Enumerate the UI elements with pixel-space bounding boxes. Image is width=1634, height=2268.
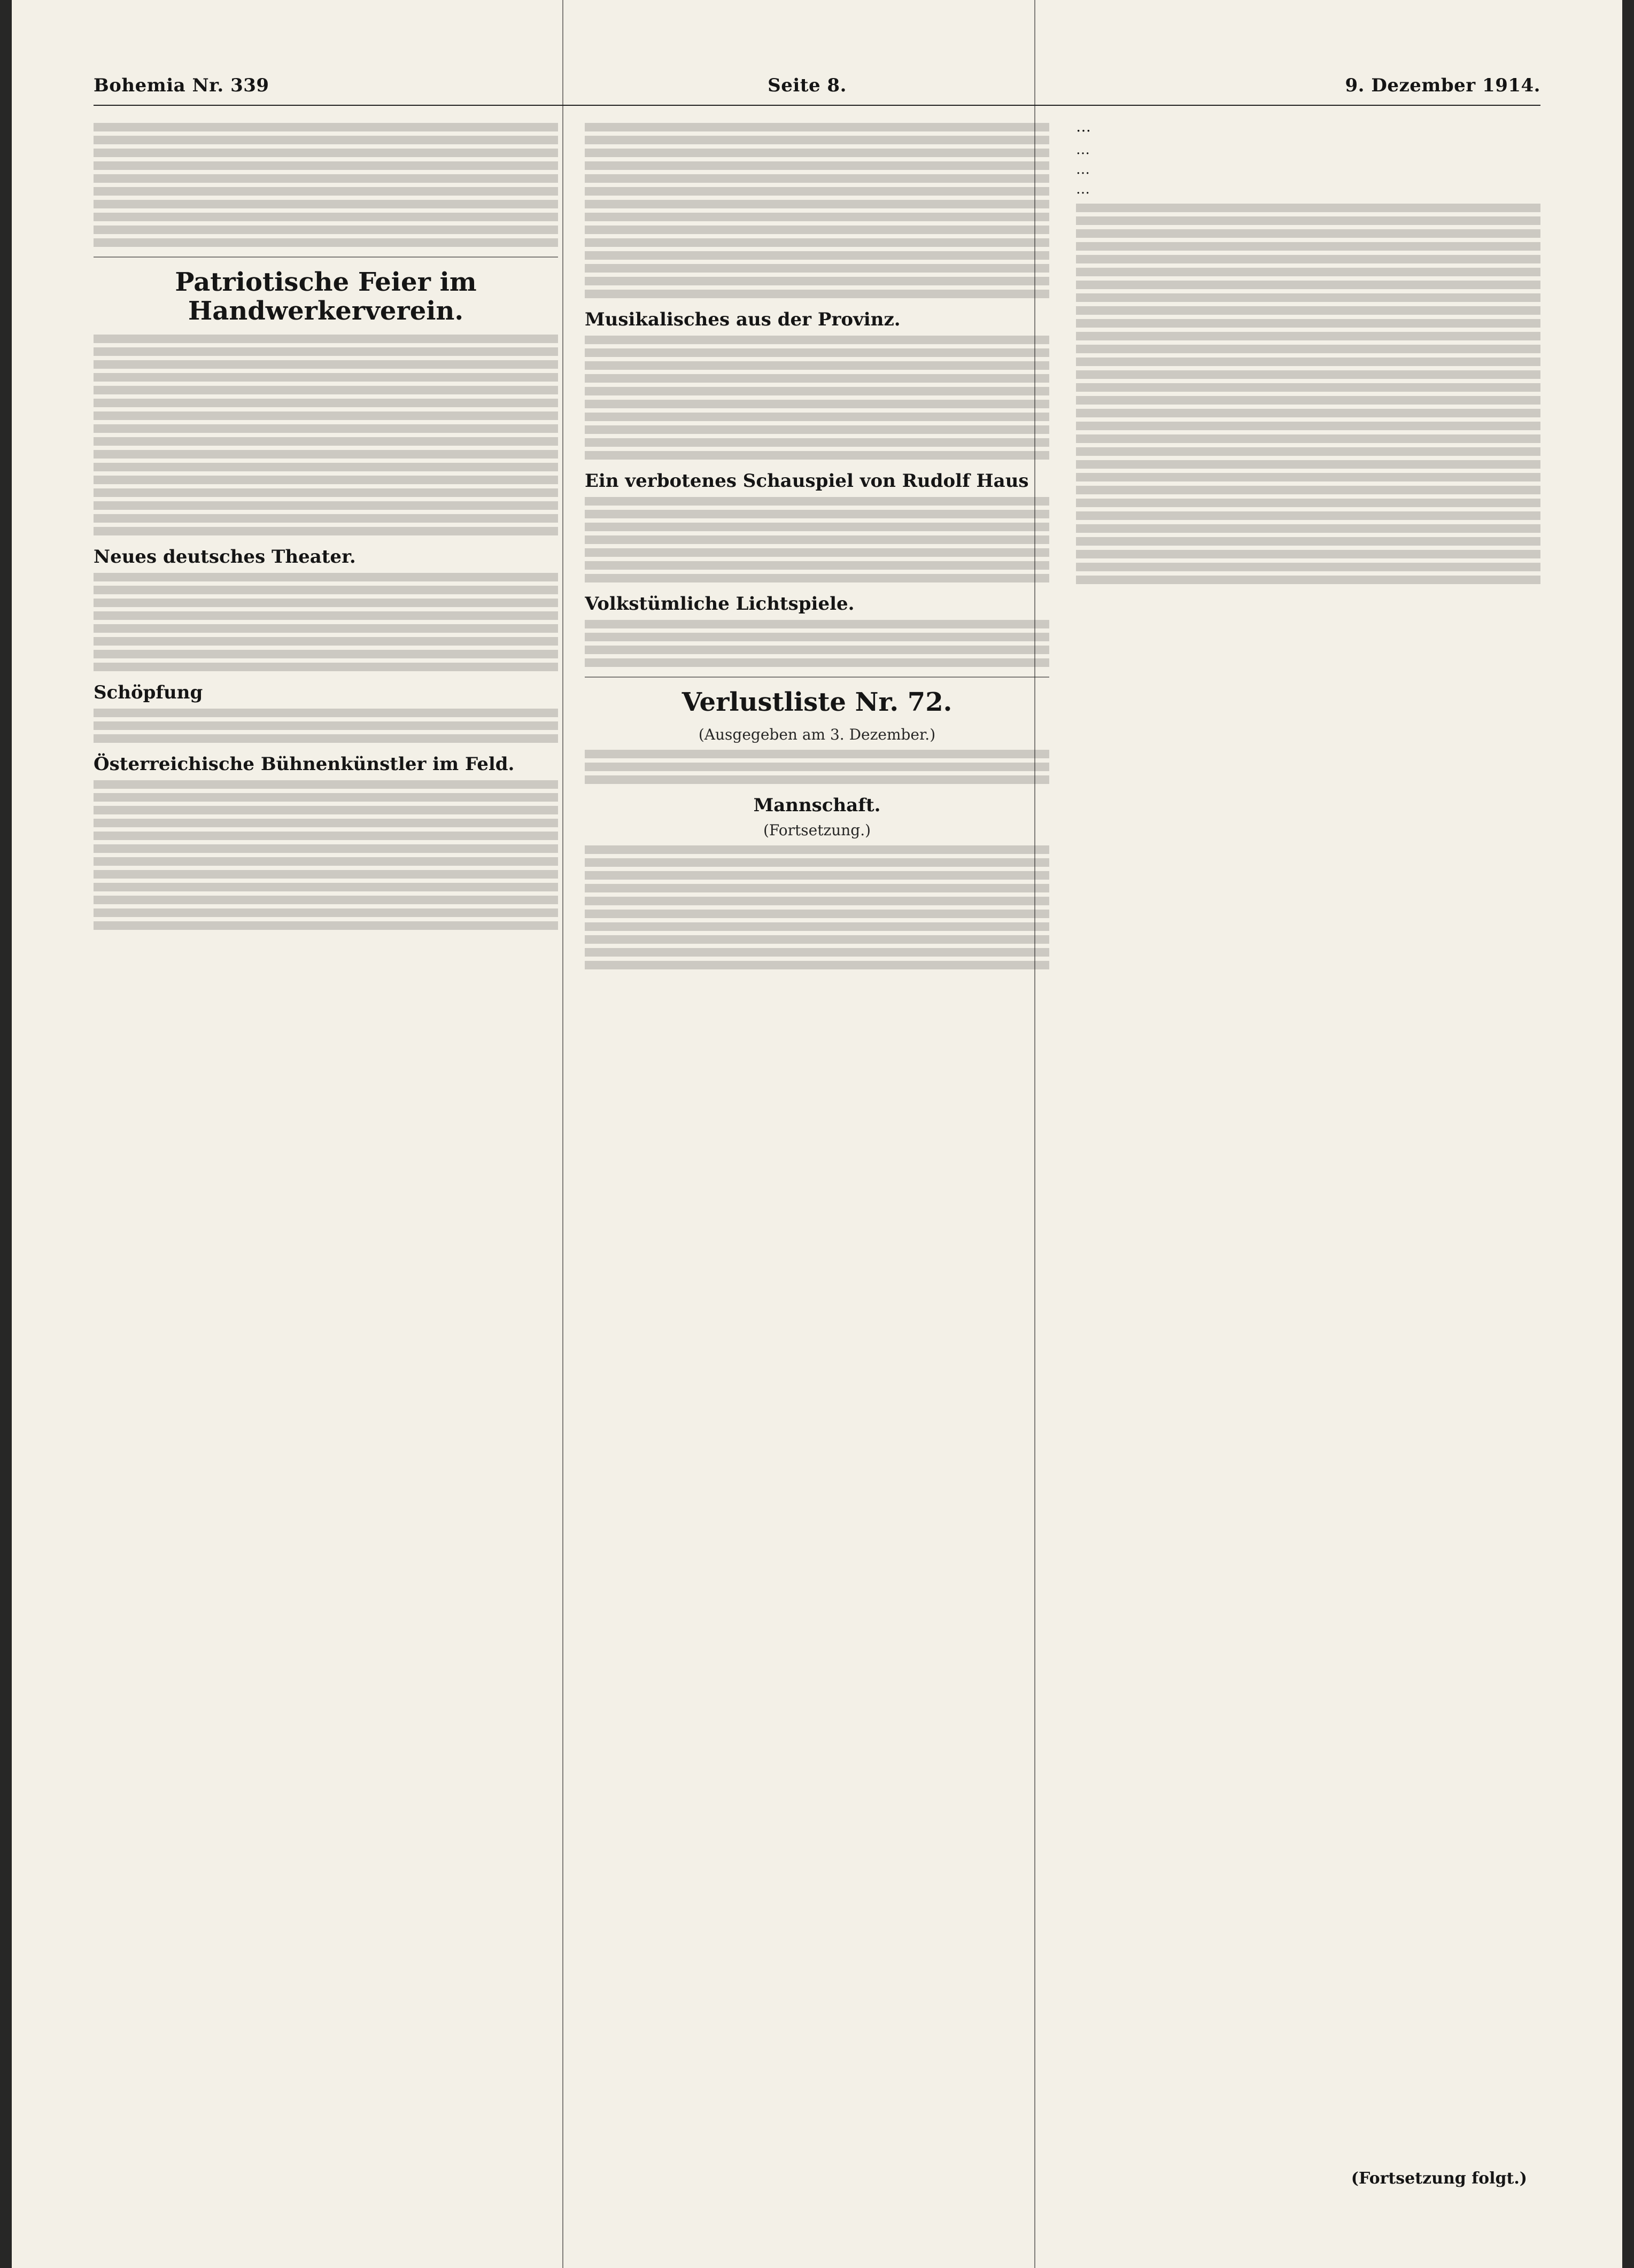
text-line (585, 775, 1049, 784)
text-line (94, 213, 558, 221)
text-line (585, 251, 1049, 260)
text-line (94, 123, 558, 131)
casualty-list (1076, 142, 1540, 198)
masthead-center: Seite 8. (768, 75, 847, 96)
column-1 (94, 118, 558, 2212)
section-divider (585, 677, 1049, 678)
text-line (585, 658, 1049, 667)
text-line (1076, 255, 1540, 263)
section-divider (94, 257, 558, 258)
issued-date-line: (Ausgegeben am 3. Dezember.) (698, 725, 936, 743)
text-line (585, 910, 1049, 918)
text-line (1076, 550, 1540, 558)
text-line (585, 161, 1049, 170)
text-line (94, 832, 558, 840)
text-line (94, 476, 558, 484)
text-line (94, 161, 558, 170)
text-line (94, 721, 558, 730)
text-line (585, 277, 1049, 285)
col1-text-placeholder-4 (94, 709, 558, 743)
subhead-fortsetzung: (Fortsetzung.) (763, 821, 871, 839)
right-scan-edge (1622, 0, 1634, 2268)
text-line (585, 213, 1049, 221)
text-line (1076, 499, 1540, 507)
col2-text-placeholder-3 (585, 497, 1049, 582)
text-line (585, 174, 1049, 183)
text-line (585, 535, 1049, 544)
left-scan-edge (0, 0, 12, 2268)
col2-text-placeholder-1 (585, 123, 1049, 298)
text-line (585, 871, 1049, 880)
text-line (1076, 319, 1540, 328)
text-line (585, 123, 1049, 131)
text-line (585, 438, 1049, 447)
text-line (94, 663, 558, 671)
col1-text-placeholder-3 (94, 573, 558, 671)
text-line (585, 620, 1049, 628)
text-line (94, 238, 558, 247)
text-line (1076, 229, 1540, 238)
text-line (94, 373, 558, 382)
text-line (1076, 306, 1540, 315)
text-line (585, 510, 1049, 518)
text-line (1076, 358, 1540, 366)
text-line (94, 921, 558, 930)
text-line (585, 348, 1049, 357)
text-line (94, 650, 558, 658)
three-column-body (94, 118, 1540, 2212)
text-line (1076, 486, 1540, 494)
text-line (1076, 293, 1540, 302)
section-theater: Neues deutsches Theater. (94, 546, 356, 568)
text-line (585, 451, 1049, 460)
text-line (585, 425, 1049, 434)
text-line (585, 858, 1049, 867)
text-line (1076, 460, 1540, 469)
column-3 (1076, 118, 1540, 2212)
text-line (1076, 422, 1540, 430)
text-line (585, 845, 1049, 854)
casualty-list-item: … (1076, 142, 1090, 158)
section-oesterreichische-buehnenkuenstler: Österreichische Bühnenkünstler im Feld. (94, 753, 515, 775)
text-line (94, 174, 558, 183)
text-line (94, 399, 558, 407)
text-line (1076, 242, 1540, 251)
section-schoepfung: Schöpfung (94, 681, 203, 703)
text-line (585, 523, 1049, 531)
text-line (94, 819, 558, 827)
text-line (94, 437, 558, 446)
list-intro: … (1076, 118, 1091, 135)
continued-note: (Fortsetzung folgt.) (1351, 2169, 1527, 2188)
text-line (94, 586, 558, 594)
text-line (94, 780, 558, 789)
text-line (1076, 345, 1540, 353)
text-line (1076, 511, 1540, 520)
text-line (94, 896, 558, 904)
text-line (94, 908, 558, 917)
text-line (585, 136, 1049, 144)
casualty-list-item: … (1076, 161, 1090, 178)
text-line (94, 793, 558, 802)
text-line (94, 226, 558, 234)
section-volks-lichtspiele: Volkstümliche Lichtspiele. (585, 593, 855, 615)
col2-text-placeholder-4 (585, 620, 1049, 667)
text-line (94, 411, 558, 420)
text-line (94, 488, 558, 497)
headline-patriotic-celebration: Patriotische Feier im Handwerkerverein. (175, 267, 477, 326)
text-line (1076, 563, 1540, 571)
text-line (1076, 473, 1540, 481)
text-line (94, 806, 558, 814)
text-line (1076, 281, 1540, 289)
masthead-right: 9. Dezember 1914. (1345, 75, 1540, 96)
text-line (585, 922, 1049, 931)
text-line (585, 897, 1049, 905)
masthead-line (94, 75, 1540, 106)
text-line (94, 386, 558, 394)
text-line (585, 374, 1049, 383)
text-line (585, 633, 1049, 641)
text-line (1076, 204, 1540, 212)
column-gutter-line-1 (562, 0, 563, 2268)
text-line (585, 561, 1049, 570)
text-line (94, 611, 558, 620)
text-line (585, 961, 1049, 969)
text-line (94, 463, 558, 471)
text-line (585, 548, 1049, 557)
text-line (1076, 383, 1540, 392)
text-line (585, 400, 1049, 408)
text-line (94, 527, 558, 535)
text-line (1076, 216, 1540, 225)
text-line (94, 599, 558, 607)
text-line (94, 624, 558, 633)
text-line (585, 884, 1049, 892)
col2-list-placeholder (585, 845, 1049, 969)
text-line (94, 347, 558, 356)
text-line (585, 948, 1049, 957)
text-line (94, 844, 558, 853)
text-line (585, 226, 1049, 234)
text-line (94, 136, 558, 144)
text-line (585, 336, 1049, 344)
text-line (1076, 268, 1540, 276)
column-2 (585, 118, 1049, 2212)
col2-intro-placeholder (585, 750, 1049, 784)
text-line (585, 763, 1049, 771)
col1-text-placeholder-5 (94, 780, 558, 930)
text-line (585, 646, 1049, 654)
text-line (94, 637, 558, 646)
text-line (94, 360, 558, 369)
col3-list-placeholder (1076, 204, 1540, 584)
text-line (1076, 524, 1540, 533)
text-line (94, 424, 558, 433)
masthead-left: Bohemia Nr. 339 (94, 75, 269, 96)
text-line (94, 870, 558, 879)
text-line (585, 413, 1049, 421)
text-line (94, 883, 558, 891)
text-line (94, 187, 558, 196)
text-line (1076, 370, 1540, 379)
text-line (94, 501, 558, 510)
text-line (94, 200, 558, 208)
col1-text-placeholder-2 (94, 335, 558, 535)
casualty-list-item: … (1076, 181, 1090, 198)
text-line (94, 514, 558, 523)
text-line (1076, 576, 1540, 584)
section-music-province: Musikalisches aus der Provinz. (585, 309, 901, 330)
text-line (1076, 332, 1540, 340)
text-line (94, 335, 558, 343)
subhead-mannschaft: Mannschaft. (753, 794, 881, 816)
col1-text-placeholder (94, 123, 558, 247)
text-line (1076, 409, 1540, 417)
section-forbidden-play: Ein verbotenes Schauspiel von Rudolf Haus (585, 470, 1029, 492)
headline-verlustliste: Verlustliste Nr. 72. (682, 687, 952, 717)
text-line (94, 450, 558, 459)
text-line (94, 573, 558, 581)
text-line (585, 264, 1049, 273)
col2-text-placeholder-2 (585, 336, 1049, 460)
text-line (94, 709, 558, 717)
text-line (585, 200, 1049, 208)
text-line (585, 574, 1049, 582)
text-line (585, 497, 1049, 506)
text-line (94, 149, 558, 157)
text-line (1076, 434, 1540, 443)
text-line (1076, 537, 1540, 546)
text-line (585, 149, 1049, 157)
text-line (585, 750, 1049, 758)
text-line (1076, 447, 1540, 456)
text-line (94, 734, 558, 743)
text-line (585, 187, 1049, 196)
text-line (585, 935, 1049, 944)
text-line (585, 290, 1049, 298)
text-line (1076, 396, 1540, 405)
text-line (585, 361, 1049, 370)
text-line (585, 387, 1049, 395)
text-line (585, 238, 1049, 247)
text-line (94, 857, 558, 866)
